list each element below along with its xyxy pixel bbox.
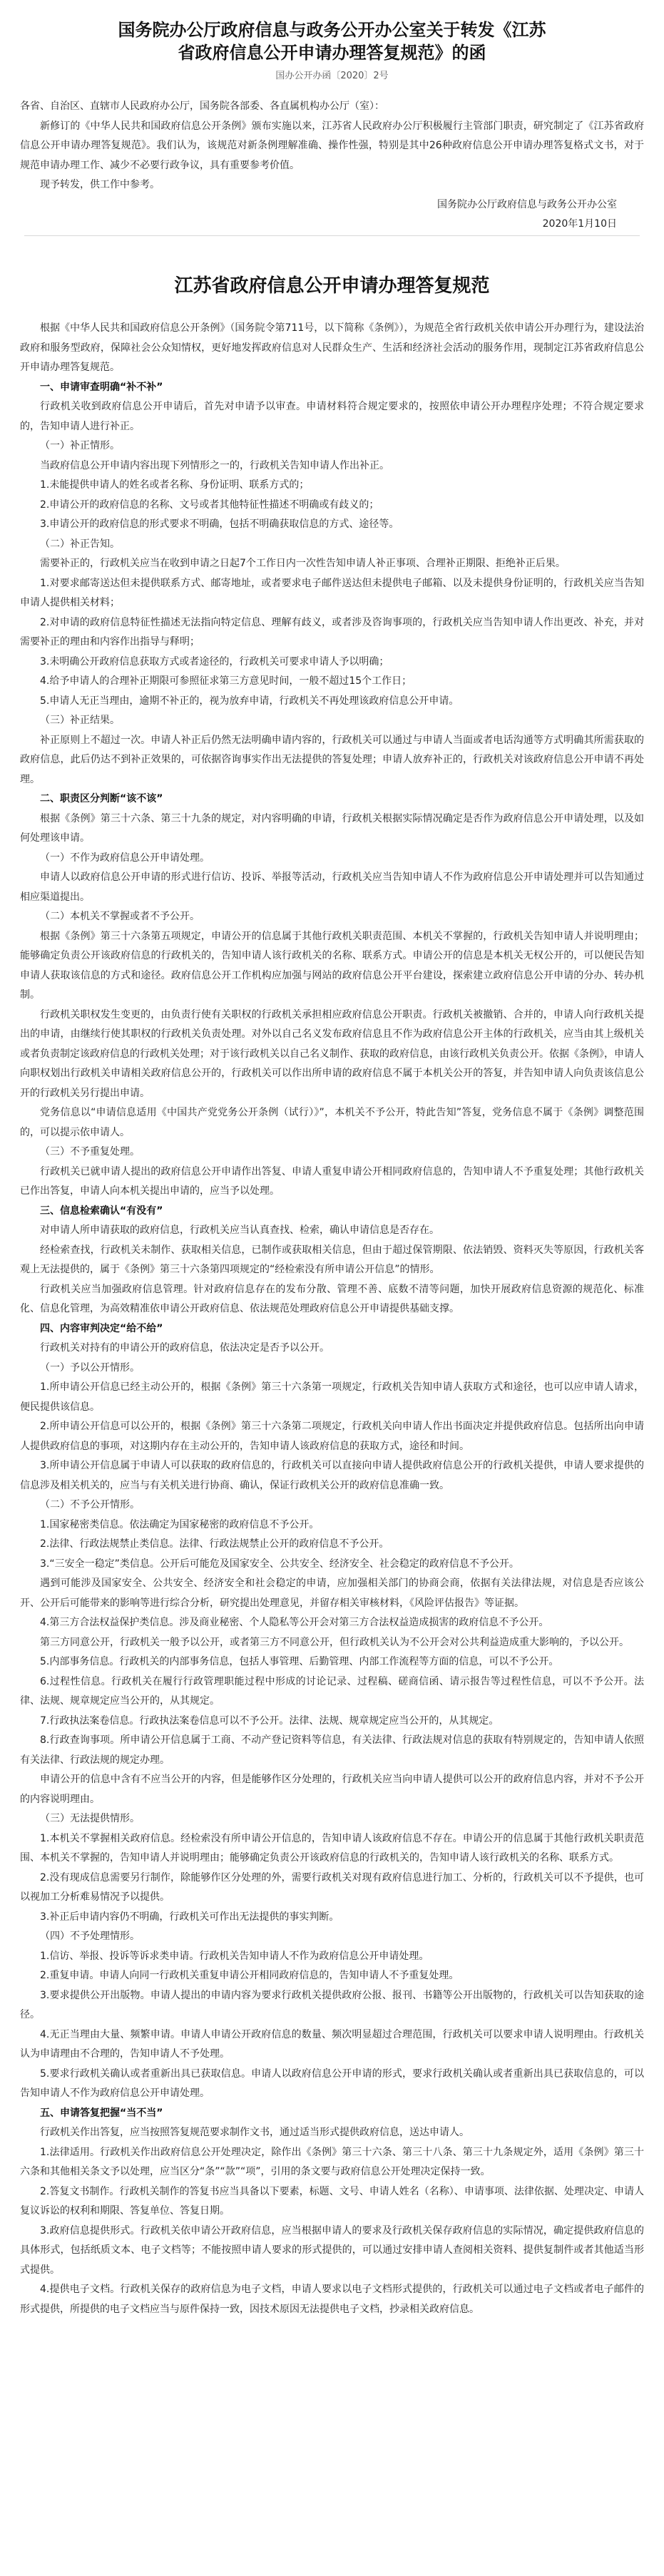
notice-signature: 国务院办公厅政府信息与政务公开办公室 xyxy=(437,198,617,210)
body-paragraph: 行政机关职权发生变更的，由负责行使有关职权的行政机关承担相应政府信息公开职责。行政机关被撤销、合并的，申请人向行政机关提出的申请，由继续行使其职权的行政机关负责处理。对外以自己名义发布政府信息且不作为政府信息公开主体的行政机关，应当由其上级机关或者负责制定该政府信息的行政机关处理；对于该行政机关以自己名义制作、获取的政府信息，由该行政机关负责公开。依据《条例》，申请人向职权划出行政机关申请相关政府信息公开的，行政机关可以作出所申请的政府信息不属于本机关公开的答复，并告知申请人向负责该信息公开的行政机关另行提出申请。 xyxy=(20,1008,644,1099)
body-paragraph: 3.申请公开的政府信息的形式要求不明确，包括不明确获取信息的方式、途径等。 xyxy=(40,518,399,530)
body-paragraph: 4.第三方合法权益保护类信息。涉及商业秘密、个人隐私等公开会对第三方合法权益造成损害的政府信息不予公开。 xyxy=(40,1617,549,1628)
forwarding-notice xyxy=(20,19,644,235)
document-number: 国办公开办函〔2020〕2号 xyxy=(275,71,389,81)
body-paragraph: 5.要求行政机关确认或者重新出具已获取信息。申请人以政府信息公开申请的形式，要求行政机关确认或者重新出具已获取信息的，可以告知申请人不作为政府信息公开申请处理。 xyxy=(20,2068,644,2099)
body-paragraph: 2.重复申请。申请人向同一行政机关重复申请公开相同政府信息的，告知申请人不予重复处理。 xyxy=(40,1970,459,1981)
body-paragraph: 1.对要求邮寄送达但未提供联系方式、邮寄地址，或者要求电子邮件送达但未提供电子邮箱、以及未提供身份证明的，行政机关应当告知申请人提供相关材料； xyxy=(20,577,644,608)
notice-paragraph: 新修订的《中华人民共和国政府信息公开条例》颁布实施以来，江苏省人民政府办公厅积极履行主管部门职责，研究制定了《江苏省政府信息公开申请办理答复规范》。我们认为，该规范对新条例理解准确、操作性强，特别是其中26种政府信息公开申请办理答复格式文书，对于规范申请办理工作、减少不必要行政争议，具有重要参考价值。 xyxy=(20,120,644,171)
body-paragraph: 根据《中华人民共和国政府信息公开条例》（国务院令第711号，以下简称《条例》），为规范全省行政机关依申请公开办理行为，建设法治政府和服务型政府，保障社会公众知情权，更好地发挥政府信息对人民群众生产、生活和经济社会活动的服务作用，现制定江苏省政府信息公开申请办理答复规范。 xyxy=(20,322,644,373)
body-paragraph: 行政机关对持有的申请公开的政府信息，依法决定是否予以公开。 xyxy=(40,1342,330,1354)
subsection-heading: （三）不予重复处理。 xyxy=(40,1146,140,1157)
body-paragraph: 行政机关作出答复，应当按照答复规范要求制作文书，通过适当形式提供政府信息，送达申请人。 xyxy=(40,2127,469,2138)
subsection-heading: （二）补正告知。 xyxy=(40,538,120,550)
subsection-heading: （一）予以公开情形。 xyxy=(40,1361,140,1374)
body-paragraph: 4.无正当理由大量、频繁申请。申请人申请公开政府信息的数量、频次明显超过合理范围，行政机关可以要求申请人说明理由。行政机关认为申请理由不合理的，告知申请人不予处理。 xyxy=(20,2028,644,2060)
body-paragraph: 当政府信息公开申请内容出现下列情形之一的，行政机关告知申请人作出补正。 xyxy=(40,459,389,471)
body-paragraph: 行政机关应当加强政府信息管理。针对政府信息存在的发布分散、管理不善、底数不清等问题，加快开展政府信息资源的规范化、标准化、信息化管理，为高效精准依申请公开政府信息、依法规范处理政府信息公开申请提供基础支撑。 xyxy=(20,1283,644,1314)
body-paragraph: 8.行政查询事项。所申请公开信息属于工商、不动产登记资料等信息，有关法律、行政法规对信息的获取有特别规定的，告知申请人依照有关法律、行政法规的规定办理。 xyxy=(20,1734,644,1766)
body-paragraph: 2.申请公开的政府信息的名称、文号或者其他特征性描述不明确或有歧义的； xyxy=(40,499,379,511)
rules-document xyxy=(20,275,644,2319)
notice-date: 2020年1月10日 xyxy=(542,218,617,230)
body-paragraph: 经检索查找，行政机关未制作、获取相关信息，已制作或获取相关信息，但由于超过保管期限、依法销毁、资料灭失等原因，行政机关客观上无法提供的，属于《条例》第三十六条第四项规定的“经检索没有所申请公开信息”的情形。 xyxy=(20,1244,644,1275)
body-paragraph: 5.申请人无正当理由，逾期不补正的，视为放弃申请，行政机关不再处理该政府信息公开申请。 xyxy=(40,695,459,707)
body-paragraph: 1.未能提供申请人的姓名或者名称、身份证明、联系方式的； xyxy=(40,479,310,491)
body-paragraph: 2.答复文书制作。行政机关制作的答复书应当具备以下要素，标题、文号、申请人姓名（名称）、申请事项、法律依据、处理决定、申请人复议诉讼的权利和期限、答复单位、答复日期。 xyxy=(20,2185,644,2217)
body-paragraph: 3.所申请公开信息属于申请人可以获取的政府信息的，行政机关可以直接向申请人提供政府信息公开的行政机关提供，申请人要求提供的信息涉及相关机关的，应当与有关机关进行协商、确认，保证行政机关公开的政府信息准确一致。 xyxy=(20,1460,644,1491)
body-paragraph: 2.法律、行政法规禁止类信息。法律、行政法规禁止公开的政府信息不予公开。 xyxy=(40,1538,389,1550)
section-heading: 一、申请审查明确“补不补” xyxy=(40,381,163,393)
section-heading: 四、内容审判决定“给不给” xyxy=(40,1322,163,1334)
notice-body xyxy=(20,97,644,235)
body-paragraph: 1.法律适用。行政机关作出政府信息公开处理决定，除作出《条例》第三十六条、第三十八条、第三十九条规定外，适用《条例》第三十六条和其他相关条文予以处理，应当区分“条”“款”“项”，引用的条文要与政府信息公开处理决定保持一致。 xyxy=(20,2146,644,2177)
body-paragraph: 根据《条例》第三十六条第五项规定，申请公开的信息属于其他行政机关职责范围、本机关不掌握的，行政机关告知申请人并说明理由；能够确定负责公开该政府信息的行政机关的，告知申请人该行政机关的名称、联系方式。申请公开的信息是本机关无权公开的，可以便民告知申请人获取该信息的方式和途径。政府信息公开工作机构应加强与网站的政府信息公开平台建设，探索建立政府信息公开申请的分办、转办机制。 xyxy=(20,930,644,1001)
section-heading: 二、职责区分判断“该不该” xyxy=(40,793,163,804)
body-paragraph: 党务信息以“申请信息适用《中国共产党党务公开条例（试行）》”，本机关不予公开，特此告知”答复，党务信息不属于《条例》调整范围的，可以提示依申请人。 xyxy=(20,1107,644,1138)
body-paragraph: 7.行政执法案卷信息。行政执法案卷信息可以不予公开。法律、法规、规章规定应当公开的，从其规定。 xyxy=(40,1714,499,1727)
subsection-heading: （三）补正结果。 xyxy=(40,715,120,726)
body-paragraph: 补正原则上不超过一次。申请人补正后仍然无法明确申请内容的，行政机关可以通过与申请人当面或者电话沟通等方式明确其所需获取的政府信息，此后仍达不到补正效果的，可依据咨询事实作出无法提供的答复处理；申请人放弃补正的，行政机关对该政府信息公开申请不再处理。 xyxy=(20,734,644,785)
subsection-heading: （四）不予处理情形。 xyxy=(40,1931,140,1942)
body-paragraph: 3.政府信息提供形式。行政机关依申请公开政府信息，应当根据申请人的要求及行政机关保存政府信息的实际情况，确定提供政府信息的具体形式，包括纸质文本、电子文档等；不能按照申请人要求的形式提供的，可以通过安排申请人查阅相关资料、提供复制件或者其他适当形式提供。 xyxy=(20,2224,644,2276)
body-paragraph: 3.要求提供公开出版物。申请人提出的申请内容为要求行政机关提供政府公报、报刊、书籍等公开出版物的，行政机关可以告知获取的途径。 xyxy=(20,1989,644,2020)
body-paragraph: 行政机关收到政府信息公开申请后，首先对申请予以审查。申请材料符合规定要求的，按照依申请公开办理程序处理；不符合规定要求的，告知申请人进行补正。 xyxy=(20,401,644,432)
subsection-heading: （二）本机关不掌握或者不予公开。 xyxy=(40,911,200,922)
subsection-heading: （一）不作为政府信息公开申请处理。 xyxy=(40,852,210,864)
body-paragraph: 第三方同意公开，行政机关一般予以公开，或者第三方不同意公开，但行政机关认为不公开会对公共利益造成重大影响的，予以公开。 xyxy=(40,1636,629,1648)
body-paragraph: 申请公开的信息中含有不应当公开的内容，但是能够作区分处理的，行政机关应当向申请人提供可以公开的政府信息内容，并对不予公开的内容说明理由。 xyxy=(20,1774,644,1805)
body-paragraph: 4.提供电子文档。行政机关保存的政府信息为电子文档，申请人要求以电子文档形式提供的，行政机关可以通过电子文档或者电子邮件的形式提供，所提供的电子文档应当与原件保持一致，因技术原因无法提供电子文档，抄录相关政府信息。 xyxy=(20,2284,644,2315)
subsection-heading: （三）无法提供情形。 xyxy=(40,1813,140,1824)
section-heading: 三、信息检索确认“有没有” xyxy=(40,1205,163,1217)
rules-title: 江苏省政府信息公开申请办理答复规范 xyxy=(174,275,490,297)
body-paragraph: 2.对申请的政府信息特征性描述无法指向特定信息、理解有歧义，或者涉及咨询事项的，行政机关应当告知申请人作出更改、补充，并对需要补正的理由和内容作出指导与释明； xyxy=(20,616,644,648)
body-paragraph: 3.补正后申请内容仍不明确，行政机关可作出无法提供的事实判断。 xyxy=(40,1911,339,1923)
subsection-heading: （一）补正情形。 xyxy=(40,440,120,451)
body-paragraph: 根据《条例》第三十六条、第三十九条的规定，对内容明确的申请，行政机关根据实际情况确定是否作为政府信息公开申请处理，以及如何处理该申请。 xyxy=(20,812,644,844)
notice-title: 国务院办公厅政府信息与政务公开办公室关于转发《江苏省政府信息公开申请办理答复规范》的函 xyxy=(118,19,546,63)
body-paragraph: 1.本机关不掌握相关政府信息。经检索没有所申请公开信息的，告知申请人该政府信息不存在。申请公开的信息属于其他行政机关职责范围、本机关不掌握的，告知申请人并说明理由；能够确定负责公开该政府信息的行政机关的，告知申请人该行政机关的名称、联系方式。 xyxy=(20,1832,644,1864)
body-paragraph: 申请人以政府信息公开申请的形式进行信访、投诉、举报等活动，行政机关应当告知申请人不作为政府信息公开申请处理并可以告知通过相应渠道提出。 xyxy=(20,872,644,903)
notice-paragraph: 现予转发，供工作中参考。 xyxy=(40,179,160,190)
notice-salutation: 各省、自治区、直辖市人民政府办公厅，国务院各部委、各直属机构办公厅（室）： xyxy=(20,101,384,112)
body-paragraph: 4.给予申请人的合理补正期限可参照征求第三方意见时间，一般不超过15个工作日； xyxy=(40,675,412,687)
body-paragraph: 2.没有现成信息需要另行制作，除能够作区分处理的外，需要行政机关对现有政府信息进行加工、分析的，行政机关可以不予提供，也可以视加工分析难易情况予以提供。 xyxy=(20,1871,644,1903)
section-heading: 五、申请答复把握“当不当” xyxy=(40,2107,163,2119)
body-paragraph: 3.“三安全一稳定”类信息。公开后可能危及国家安全、公共安全、经济安全、社会稳定的政府信息不予公开。 xyxy=(40,1558,519,1570)
rules-body xyxy=(20,319,644,2319)
body-paragraph: 1.国家秘密类信息。依法确定为国家秘密的政府信息不予公开。 xyxy=(40,1518,320,1530)
body-paragraph: 对申请人所申请获取的政府信息，行政机关应当认真查找、检索，确认申请信息是否存在。 xyxy=(40,1225,439,1236)
body-paragraph: 遇到可能涉及国家安全、公共安全、经济安全和社会稳定的申请，应加强相关部门的协商会商，依据有关法律法规，对信息是否应该公开、公开后可能带来的影响等进行综合分析，研究提出处理意见，并留存相关审核材料，《风险评估报告》等证据。 xyxy=(20,1578,644,1609)
body-paragraph: 6.过程性信息。行政机关在履行行政管理职能过程中形成的讨论记录、过程稿、磋商信函、请示报告等过程性信息，可以不予公开。法律、法规、规章规定应当公开的，从其规定。 xyxy=(20,1675,644,1707)
body-paragraph: 1.所申请公开信息已经主动公开的，根据《条例》第三十六条第一项规定，行政机关告知申请人获取方式和途径，也可以应申请人请求，便民提供该信息。 xyxy=(20,1381,644,1413)
body-paragraph: 2.所申请公开信息可以公开的，根据《条例》第三十六条第二项规定，行政机关向申请人作出书面决定并提供政府信息。包括所出向申请人提供政府信息的事项，对这期内存在主动公开的，告知申请人该政府信息的获取方式，途径和时间。 xyxy=(20,1421,644,1452)
body-paragraph: 1.信访、举报、投诉等诉求类申请。行政机关告知申请人不作为政府信息公开申请处理。 xyxy=(40,1950,429,1962)
body-paragraph: 需要补正的，行政机关应当在收到申请之日起7个工作日内一次性告知申请人补正事项、合理补正期限、拒绝补正后果。 xyxy=(40,558,566,569)
body-paragraph: 行政机关已就申请人提出的政府信息公开申请作出答复、申请人重复申请公开相同政府信息的，告知申请人不予重复处理；其他行政机关已作出答复，申请人向本机关提出申请的，应当予以处理。 xyxy=(20,1165,644,1197)
body-paragraph: 5.内部事务信息。行政机关的内部事务信息，包括人事管理、后勤管理、内部工作流程等方面的信息，可以不予公开。 xyxy=(40,1656,559,1667)
section-divider xyxy=(24,235,640,236)
body-paragraph: 3.未明确公开政府信息获取方式或者途径的，行政机关可要求申请人予以明确； xyxy=(40,655,389,668)
subsection-heading: （二）不予公开情形。 xyxy=(40,1499,140,1511)
